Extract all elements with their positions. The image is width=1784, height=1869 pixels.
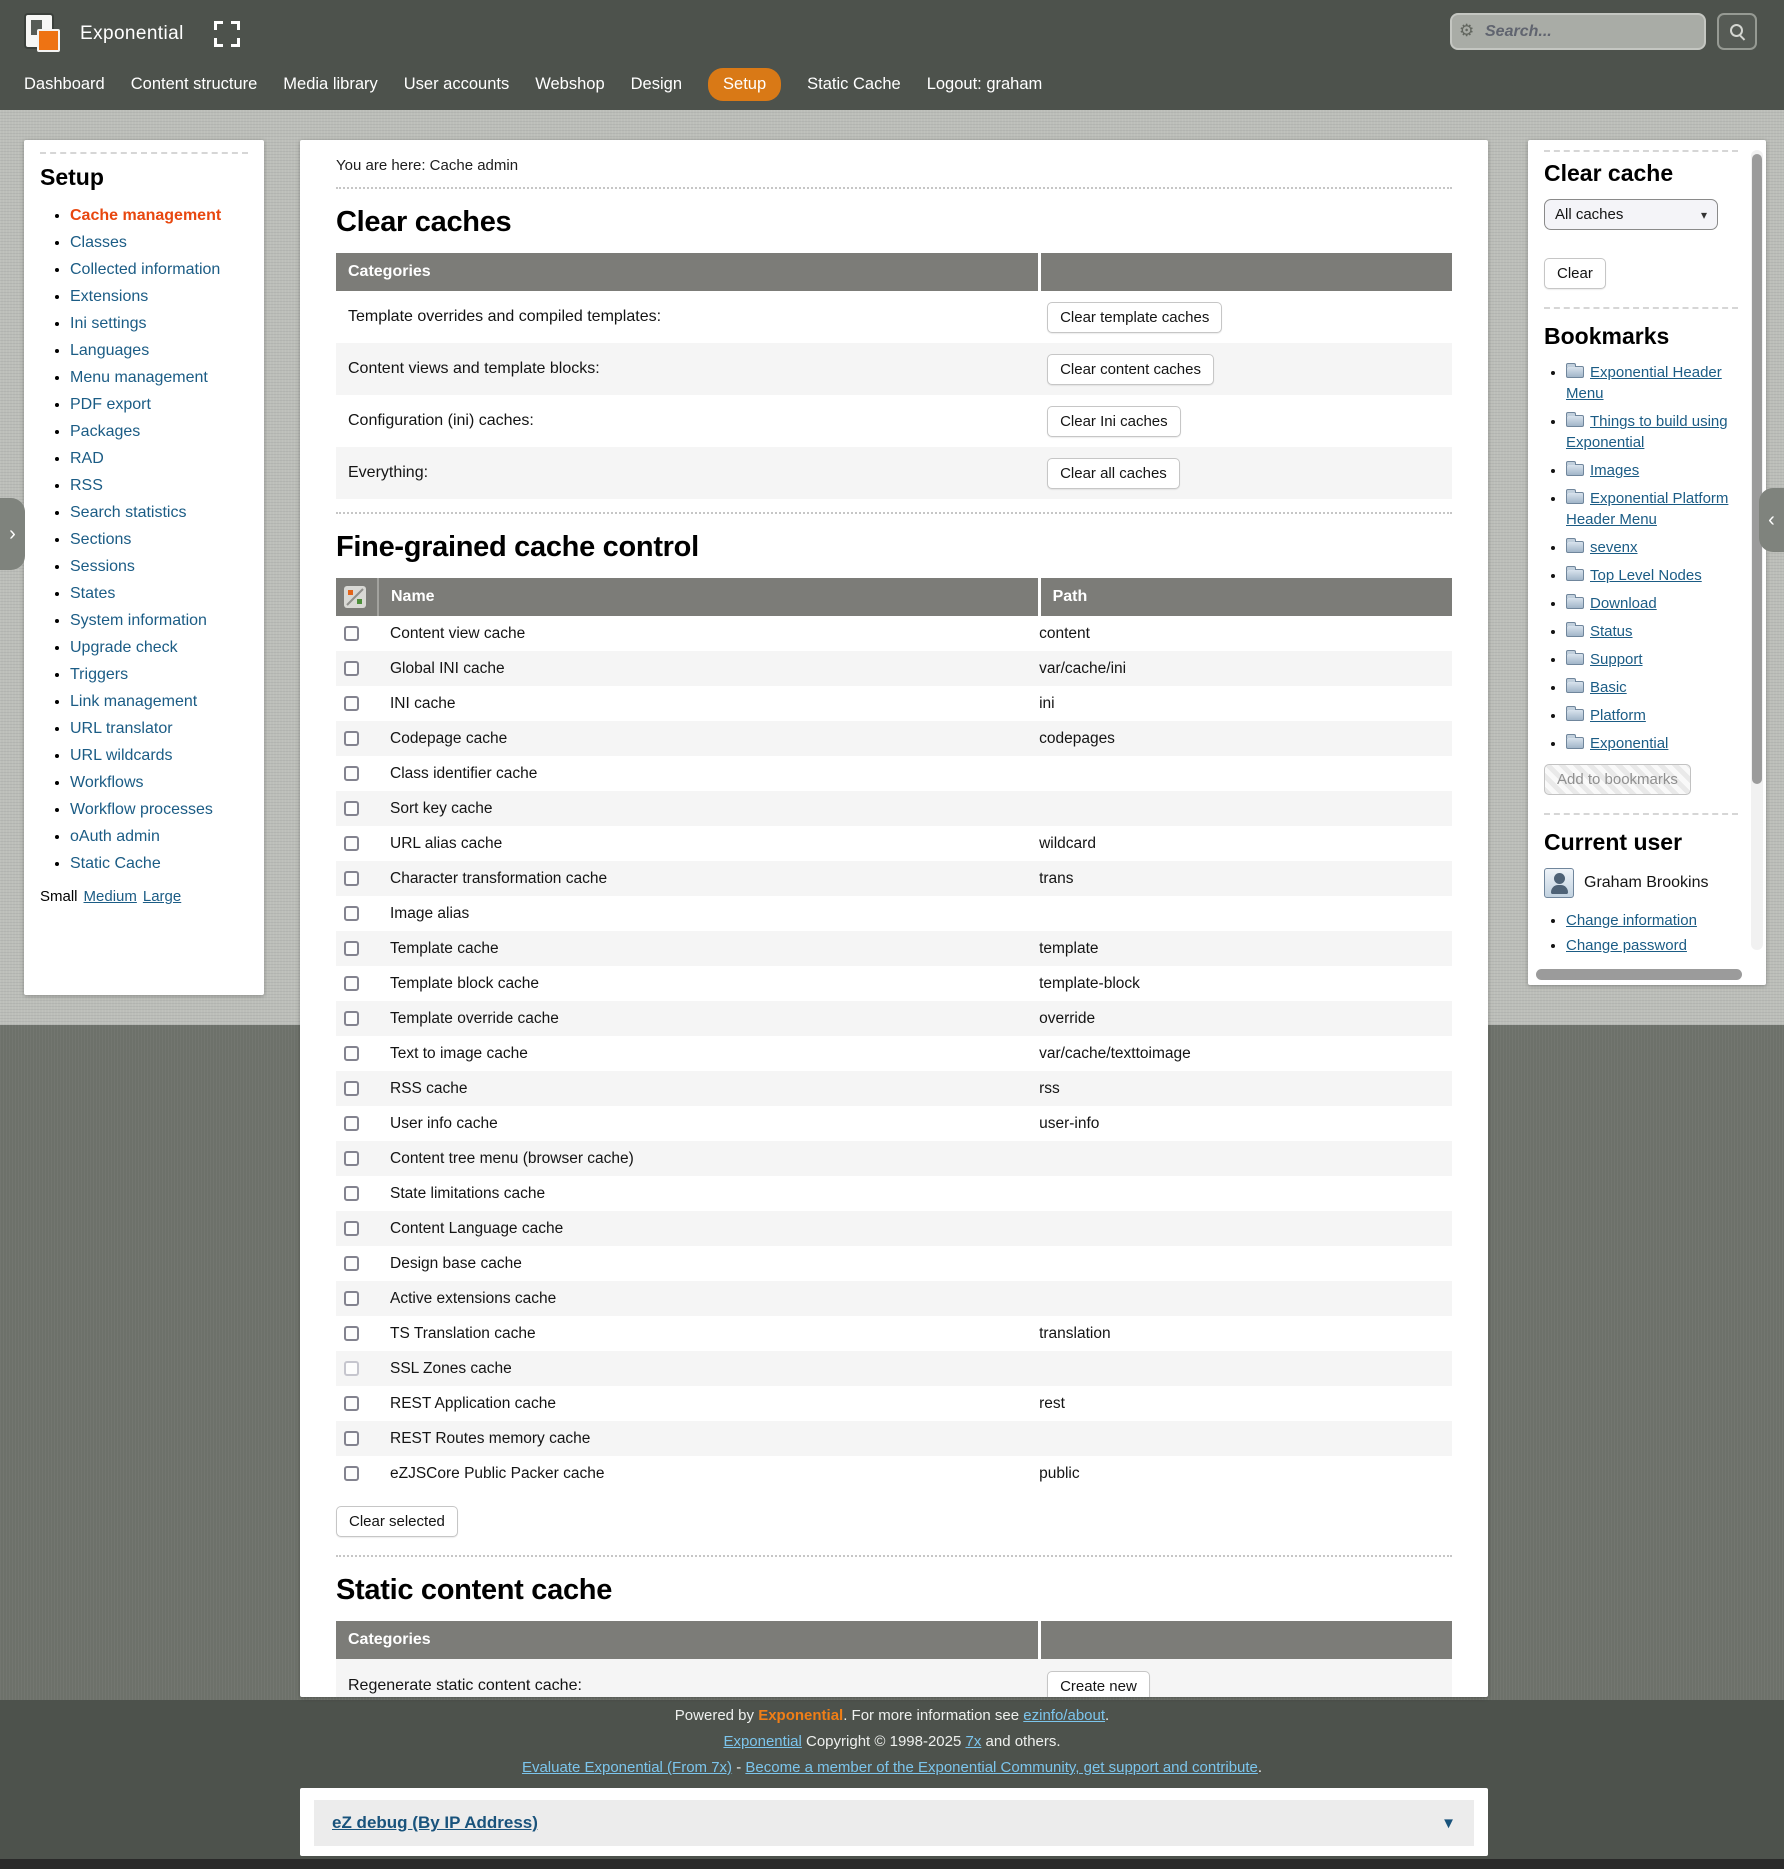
- cache-row-checkbox[interactable]: [344, 661, 359, 676]
- path-column-header: Path: [1039, 578, 1452, 616]
- cache-path: [1039, 1421, 1452, 1456]
- cache-name: Content Language cache: [378, 1211, 1039, 1246]
- fullscreen-icon[interactable]: [214, 21, 240, 47]
- clear-selected-button[interactable]: Clear selected: [336, 1506, 458, 1537]
- cache-path: [1039, 1141, 1452, 1176]
- fine-grained-cache-row: [336, 1071, 1452, 1106]
- main-nav: [24, 68, 1042, 101]
- cache-row-checkbox[interactable]: [344, 1221, 359, 1236]
- cache-row-checkbox[interactable]: [344, 1186, 359, 1201]
- fine-grained-table: [336, 578, 1452, 1491]
- clear-cache-button[interactable]: Clear content caches: [1047, 354, 1214, 385]
- sidebar-item-link[interactable]: Link management: [70, 693, 198, 710]
- sidebar-item-link[interactable]: Triggers: [70, 666, 129, 683]
- sevenx-link[interactable]: 7x: [965, 1733, 982, 1750]
- cache-category-label: Template overrides and compiled templates:: [348, 308, 662, 325]
- sidebar-item-link[interactable]: Extensions: [70, 288, 149, 305]
- sidebar-item-link[interactable]: Static Cache: [70, 855, 161, 872]
- sidebar-item-link[interactable]: Search statistics: [70, 504, 187, 521]
- sidebar-item-link[interactable]: Cache management: [70, 207, 222, 224]
- cache-name: Class identifier cache: [390, 764, 538, 782]
- folder-icon: [1566, 415, 1584, 427]
- cache-path: public: [1039, 1464, 1080, 1482]
- sidebar-list-item: [70, 612, 248, 629]
- bookmark-link[interactable]: Exponential Header Menu: [1566, 364, 1722, 402]
- setup-sidebar: [24, 140, 264, 995]
- bookmark-list-item: [1566, 537, 1738, 558]
- bookmark-list-item: [1566, 705, 1738, 726]
- bookmark-link[interactable]: Images: [1590, 462, 1640, 479]
- top-header: [0, 0, 1784, 110]
- sidebar-item-link[interactable]: RAD: [70, 450, 104, 467]
- sidebar-list-item: [70, 639, 248, 656]
- fine-grained-cache-row: [336, 1176, 1452, 1211]
- clear-cache-row: [336, 447, 1452, 499]
- user-links-list: [1544, 912, 1738, 954]
- vertical-scrollbar: [1751, 150, 1763, 950]
- cache-category-label: Configuration (ini) caches:: [348, 412, 534, 429]
- chevron-left-icon: ‹: [1768, 508, 1775, 531]
- fine-grained-cache-row: [336, 1211, 1452, 1246]
- cache-name: User info cache: [390, 1114, 498, 1132]
- cache-row-checkbox[interactable]: [344, 1256, 359, 1271]
- debug-panel: [300, 1788, 1488, 1856]
- search-input[interactable]: [1450, 13, 1706, 50]
- clear-caches-section: [336, 189, 1452, 514]
- bookmark-link[interactable]: sevenx: [1590, 539, 1638, 556]
- nav-item[interactable]: Dashboard: [24, 75, 105, 93]
- sidebar-list-item: [70, 369, 248, 386]
- cache-row-checkbox[interactable]: [344, 906, 359, 921]
- powered-by-line: [0, 1707, 1784, 1724]
- sidebar-item-link[interactable]: Collected information: [70, 261, 221, 278]
- fine-grained-cache-row: [336, 1281, 1452, 1316]
- cache-path: [1039, 1351, 1452, 1386]
- sidebar-item-link[interactable]: URL translator: [70, 720, 173, 737]
- community-link[interactable]: Become a member of the Exponential Community, get support and contribute: [745, 1759, 1258, 1776]
- cache-row-checkbox[interactable]: [344, 766, 359, 781]
- cache-name: Codepage cache: [378, 721, 1039, 756]
- bookmark-list-item: [1566, 593, 1738, 614]
- folder-icon: [1566, 492, 1584, 504]
- cache-name: Content tree menu (browser cache): [378, 1141, 1039, 1176]
- nav-item[interactable]: Static Cache: [807, 75, 901, 93]
- sidebar-item-link[interactable]: Menu management: [70, 369, 208, 386]
- bookmark-link[interactable]: Exponential Platform Header Menu: [1566, 490, 1729, 528]
- clear-caches-title: Clear caches: [336, 206, 512, 238]
- clear-cache-row: [336, 395, 1452, 447]
- categories-header: Categories: [336, 253, 1039, 291]
- sidebar-list-item: [70, 747, 248, 764]
- cache-name: Sort key cache: [378, 791, 1039, 826]
- evaluate-sep: -: [732, 1759, 746, 1776]
- cache-path: var/cache/ini: [1039, 651, 1452, 686]
- cache-path: [1039, 1246, 1452, 1281]
- bookmark-list-item: [1566, 677, 1738, 698]
- sidebar-list-item: [70, 531, 248, 548]
- invert-selection-icon[interactable]: [344, 586, 366, 608]
- sidebar-title: Setup: [40, 164, 104, 190]
- nav-item[interactable]: Content structure: [130, 75, 258, 93]
- cache-row-checkbox[interactable]: [344, 1116, 359, 1131]
- main-content-panel: [300, 140, 1488, 1697]
- clear-cache-button[interactable]: Clear all caches: [1047, 458, 1180, 489]
- static-cache-section: [336, 1557, 1452, 1697]
- current-user-name: Graham Brookins: [1584, 874, 1709, 891]
- cache-name: State limitations cache: [390, 1184, 546, 1202]
- fine-grained-cache-row: [336, 756, 1452, 791]
- cache-name: INI cache: [390, 694, 456, 712]
- cache-path: translation: [1039, 1324, 1111, 1342]
- categories-header-spacer: [1039, 253, 1452, 291]
- nav-item[interactable]: Webshop: [535, 75, 605, 93]
- fine-grained-cache-row: [336, 1351, 1452, 1386]
- bookmark-link[interactable]: Exponential: [1590, 735, 1669, 752]
- clear-caches-table: [336, 253, 1452, 499]
- sidebar-list-item: [70, 396, 248, 413]
- bookmark-list-item: [1566, 488, 1738, 530]
- sidebar-item-link[interactable]: Workflows: [70, 774, 144, 791]
- folder-icon: [1566, 625, 1584, 637]
- cache-path: template: [1039, 931, 1452, 966]
- size-medium-link[interactable]: Medium: [83, 888, 137, 905]
- folder-icon: [1566, 681, 1584, 693]
- powered-prefix: Powered by: [674, 1707, 759, 1724]
- fine-grained-cache-row: [336, 1421, 1452, 1456]
- bookmarks-list: [1544, 362, 1738, 754]
- bookmark-list-item: [1566, 649, 1738, 670]
- cache-name: Template cache: [378, 931, 1039, 966]
- bookmark-link[interactable]: Basic: [1590, 679, 1627, 696]
- bookmark-link[interactable]: Status: [1590, 623, 1633, 640]
- bookmark-list-item: [1566, 621, 1738, 642]
- bookmark-list-item: [1566, 565, 1738, 586]
- evaluate-link[interactable]: Evaluate Exponential (From 7x): [521, 1759, 733, 1776]
- fine-grained-section: [336, 514, 1452, 1557]
- static-categories-header-spacer: [1039, 1621, 1452, 1659]
- cache-row-checkbox[interactable]: [344, 1431, 359, 1446]
- cache-path: [1039, 1176, 1452, 1211]
- fine-grained-cache-row: [336, 1246, 1452, 1281]
- cache-row-checkbox[interactable]: [344, 731, 359, 746]
- cache-row-checkbox[interactable]: [344, 1291, 359, 1306]
- cache-row-checkbox[interactable]: [344, 871, 359, 886]
- create-new-button[interactable]: Create new: [1047, 1671, 1150, 1698]
- brand-name: Exponential: [80, 23, 184, 44]
- cache-path: template-block: [1039, 974, 1140, 992]
- cache-name: RSS cache: [378, 1071, 1039, 1106]
- cache-row-checkbox[interactable]: [344, 1151, 359, 1166]
- fine-grained-cache-row: [336, 966, 1452, 1001]
- fine-grained-cache-row: [336, 651, 1452, 686]
- cache-row-checkbox[interactable]: [344, 1011, 359, 1026]
- cache-row-checkbox[interactable]: [344, 1326, 359, 1341]
- cache-row-checkbox[interactable]: [344, 1466, 359, 1481]
- sidebar-list-item: [70, 315, 248, 332]
- sidebar-item-link[interactable]: Sections: [70, 531, 132, 548]
- horizontal-scrollbar-thumb[interactable]: [1536, 969, 1742, 980]
- cache-type-select[interactable]: [1544, 199, 1718, 230]
- cache-path: rest: [1039, 1394, 1065, 1412]
- sidebar-collapse-tab-right[interactable]: [1759, 488, 1784, 552]
- folder-icon: [1566, 569, 1584, 581]
- cache-path: trans: [1039, 861, 1452, 896]
- cache-category-label: Everything:: [336, 447, 1039, 499]
- sidebar-item-link[interactable]: Packages: [70, 423, 141, 440]
- powered-mid: . For more information see: [843, 1707, 1024, 1724]
- sidebar-list-item: [70, 585, 248, 602]
- cache-row-checkbox[interactable]: [344, 1361, 359, 1376]
- user-avatar-icon: [1544, 868, 1574, 898]
- bookmark-link[interactable]: Platform: [1590, 707, 1646, 724]
- sidebar-list-item: [70, 558, 248, 575]
- fine-grained-cache-row: [336, 1036, 1452, 1071]
- bookmark-link[interactable]: Things to build using Exponential: [1566, 413, 1728, 451]
- exponential-link[interactable]: Exponential: [723, 1733, 802, 1750]
- sidebar-list-item: [70, 288, 248, 305]
- cache-path: rss: [1039, 1071, 1452, 1106]
- sidebar-list-item: [70, 477, 248, 494]
- cache-name: Image alias: [390, 904, 470, 922]
- nav-item[interactable]: Logout: graham: [926, 75, 1043, 93]
- cache-path: [1039, 1281, 1452, 1316]
- cache-name: Active extensions cache: [378, 1281, 1039, 1316]
- add-to-bookmarks-button[interactable]: Add to bookmarks: [1544, 764, 1691, 795]
- size-large-link[interactable]: Large: [142, 888, 182, 905]
- powered-suffix: .: [1105, 1707, 1110, 1724]
- sidebar-list-item: [70, 207, 248, 224]
- sidebar-list-item: [70, 720, 248, 737]
- sidebar-item-link[interactable]: System information: [70, 612, 207, 629]
- search-gear-icon: ⚙: [1459, 21, 1475, 40]
- copyright-text: Copyright © 1998-2025: [801, 1733, 966, 1750]
- sidebar-list-item: [70, 504, 248, 521]
- cache-path: codepages: [1039, 721, 1452, 756]
- clear-cache-row: [336, 343, 1452, 395]
- sidebar-list-item: [70, 450, 248, 467]
- cache-name: Global INI cache: [378, 651, 1039, 686]
- sidebar-item-link[interactable]: Workflow processes: [70, 801, 213, 818]
- cache-name: TS Translation cache: [390, 1324, 536, 1342]
- static-cache-row: [336, 1659, 1452, 1697]
- cache-name: SSL Zones cache: [378, 1351, 1039, 1386]
- sidebar-list-item: [70, 423, 248, 440]
- ezinfo-about-link[interactable]: ezinfo/about: [1023, 1707, 1106, 1724]
- sidebar-item-link[interactable]: PDF export: [70, 396, 151, 413]
- chevron-right-icon: ›: [9, 522, 16, 545]
- sidebar-item-link[interactable]: Upgrade check: [70, 639, 178, 656]
- sidebar-list-item: [70, 828, 248, 845]
- cache-path: [1039, 1211, 1452, 1246]
- sidebar-item-link[interactable]: Sessions: [70, 558, 135, 575]
- fine-grained-cache-row: [336, 1141, 1452, 1176]
- folder-icon: [1566, 366, 1584, 378]
- clear-cache-button[interactable]: Clear Ini caches: [1047, 406, 1181, 437]
- fine-grained-cache-row: [336, 826, 1452, 861]
- divider: [1544, 307, 1738, 309]
- sidebar-item-link[interactable]: Classes: [70, 234, 127, 251]
- cache-path: user-info: [1039, 1114, 1100, 1132]
- folder-icon: [1566, 709, 1584, 721]
- cache-path: [1039, 756, 1452, 791]
- clear-cache-button[interactable]: Clear template caches: [1047, 302, 1222, 333]
- sidebar-item-link[interactable]: States: [70, 585, 116, 602]
- user-link-item: [1566, 912, 1738, 929]
- cache-name: Template block cache: [390, 974, 540, 992]
- clear-cache-panel-title: Clear cache: [1544, 160, 1674, 186]
- fine-grained-cache-row: [336, 1456, 1452, 1491]
- fine-grained-cache-row: [336, 721, 1452, 756]
- fine-grained-cache-row: [336, 861, 1452, 896]
- bottom-strip: [0, 1859, 1784, 1869]
- evaluate-suffix: .: [1257, 1759, 1263, 1776]
- copyright-suffix: and others.: [981, 1733, 1061, 1750]
- static-cache-label: Regenerate static content cache:: [336, 1659, 1039, 1697]
- sidebar-list-item: [70, 666, 248, 683]
- sidebar-list-item: [70, 234, 248, 251]
- cache-row-checkbox[interactable]: [344, 976, 359, 991]
- cache-name: URL alias cache: [390, 834, 503, 852]
- user-link-item: [1566, 937, 1738, 954]
- vertical-scrollbar-thumb[interactable]: [1752, 154, 1762, 784]
- brand-logo-icon: [24, 12, 66, 56]
- nav-item[interactable]: Design: [630, 75, 683, 93]
- cache-path: ini: [1039, 694, 1055, 712]
- cache-path: [1039, 896, 1452, 931]
- footer-brand: Exponential: [758, 1707, 844, 1724]
- search-button[interactable]: [1717, 13, 1757, 50]
- right-sidebar: [1528, 140, 1766, 985]
- cache-row-checkbox[interactable]: [344, 941, 359, 956]
- bookmark-link[interactable]: Download: [1590, 595, 1657, 612]
- fine-grained-cache-row: [336, 686, 1452, 721]
- bookmark-list-item: [1566, 733, 1738, 754]
- fine-grained-cache-row: [336, 616, 1452, 651]
- sidebar-item-link[interactable]: oAuth admin: [70, 828, 160, 845]
- debug-collapse-icon[interactable]: ▼: [1441, 1814, 1456, 1832]
- folder-icon: [1566, 541, 1584, 553]
- cache-path: var/cache/texttoimage: [1039, 1044, 1191, 1062]
- sidebar-list-item: [70, 774, 248, 791]
- copyright-line: [0, 1733, 1784, 1750]
- chevron-down-icon: ▾: [1700, 207, 1707, 222]
- sidebar-item-link[interactable]: Languages: [70, 342, 150, 359]
- folder-icon: [1566, 597, 1584, 609]
- cache-name: REST Application cache: [390, 1394, 557, 1412]
- divider: [1544, 813, 1738, 815]
- cache-row-checkbox[interactable]: [344, 696, 359, 711]
- bookmarks-title: Bookmarks: [1544, 323, 1670, 349]
- fine-grained-cache-row: [336, 1386, 1452, 1421]
- cache-path: wildcard: [1039, 834, 1096, 852]
- cache-row-checkbox[interactable]: [344, 801, 359, 816]
- fine-grained-cache-row: [336, 1316, 1452, 1351]
- fine-grained-cache-row: [336, 1001, 1452, 1036]
- cache-name: Design base cache: [390, 1254, 522, 1272]
- clear-cache-row: [336, 291, 1452, 343]
- cache-name: Content view cache: [390, 624, 526, 642]
- cache-row-checkbox[interactable]: [344, 836, 359, 851]
- static-categories-header: Categories: [336, 1621, 1039, 1659]
- evaluate-line: [0, 1759, 1784, 1776]
- selected-cache-option: All caches: [1555, 206, 1624, 223]
- static-cache-table: [336, 1621, 1452, 1697]
- user-link[interactable]: Change password: [1566, 937, 1687, 954]
- sidebar-item-link[interactable]: URL wildcards: [70, 747, 173, 764]
- cache-row-checkbox[interactable]: [344, 1081, 359, 1096]
- sidebar-list-item: [70, 855, 248, 872]
- breadcrumb: You are here: Cache admin: [336, 140, 1452, 189]
- cache-name: eZJSCore Public Packer cache: [390, 1464, 605, 1482]
- cache-row-checkbox[interactable]: [344, 1396, 359, 1411]
- debug-toggle-link[interactable]: eZ debug (By IP Address): [332, 1813, 538, 1832]
- sidebar-list-item: [70, 342, 248, 359]
- horizontal-scrollbar: [1536, 969, 1742, 981]
- bookmark-list-item: [1566, 460, 1738, 481]
- fine-grained-title: Fine-grained cache control: [336, 531, 699, 563]
- nav-item[interactable]: Setup: [708, 68, 781, 101]
- setup-menu: [40, 207, 248, 872]
- cache-name: Character transformation cache: [378, 861, 1039, 896]
- cache-row-checkbox[interactable]: [344, 626, 359, 641]
- current-user-title: Current user: [1544, 829, 1683, 855]
- folder-icon: [1566, 737, 1584, 749]
- name-column-header: Name: [378, 578, 1039, 616]
- cache-name: REST Routes memory cache: [378, 1421, 1039, 1456]
- cache-name: Text to image cache: [390, 1044, 528, 1062]
- bookmark-list-item: [1566, 411, 1738, 453]
- fine-grained-cache-row: [336, 931, 1452, 966]
- nav-item[interactable]: Media library: [283, 75, 378, 93]
- cache-path: [1039, 791, 1452, 826]
- sidebar-list-item: [70, 261, 248, 278]
- sidebar-list-item: [70, 801, 248, 818]
- sidebar-list-item: [70, 693, 248, 710]
- cache-path: content: [1039, 624, 1090, 642]
- bookmark-link[interactable]: Top Level Nodes: [1590, 567, 1702, 584]
- size-current-label: Small: [40, 888, 78, 905]
- fine-grained-cache-row: [336, 791, 1452, 826]
- fine-grained-cache-row: [336, 896, 1452, 931]
- sidebar-item-link[interactable]: RSS: [70, 477, 103, 494]
- bookmark-link[interactable]: Support: [1590, 651, 1643, 668]
- panel-size-controls: [40, 888, 248, 905]
- sidebar-item-link[interactable]: Ini settings: [70, 315, 147, 332]
- sidebar-collapse-tab-left[interactable]: [0, 498, 25, 570]
- user-link[interactable]: Change information: [1566, 912, 1697, 929]
- fine-grained-cache-row: [336, 1106, 1452, 1141]
- magnifier-icon: [1730, 24, 1746, 40]
- cache-row-checkbox[interactable]: [344, 1046, 359, 1061]
- bookmark-list-item: [1566, 362, 1738, 404]
- cache-name: Template override cache: [378, 1001, 1039, 1036]
- clear-button[interactable]: Clear: [1544, 258, 1606, 289]
- debug-bar: [314, 1800, 1474, 1846]
- page-footer: [0, 1707, 1784, 1785]
- cache-path: override: [1039, 1001, 1452, 1036]
- folder-icon: [1566, 653, 1584, 665]
- folder-icon: [1566, 464, 1584, 476]
- cache-category-label: Content views and template blocks:: [336, 343, 1039, 395]
- nav-item[interactable]: User accounts: [403, 75, 510, 93]
- static-cache-title: Static content cache: [336, 1574, 613, 1606]
